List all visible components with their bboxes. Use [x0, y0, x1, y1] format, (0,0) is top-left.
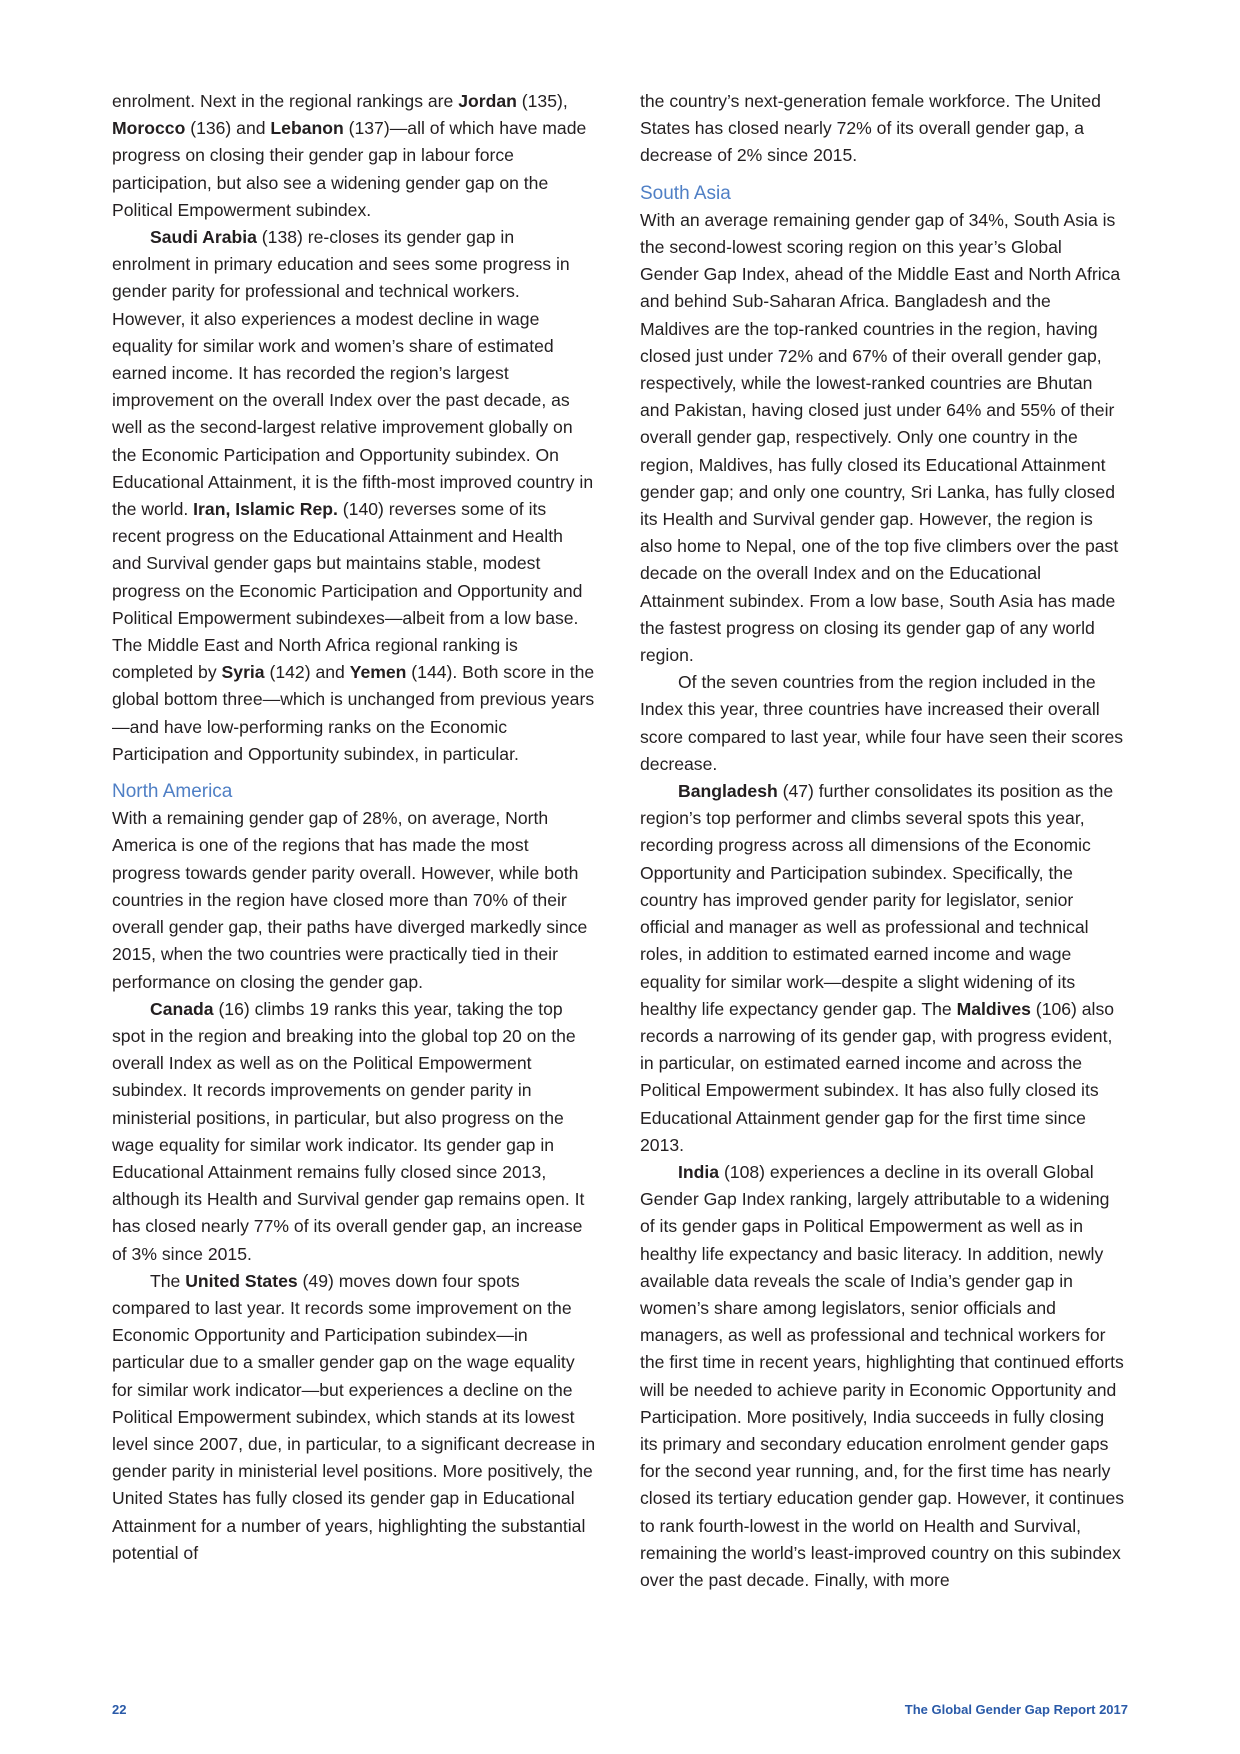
- page-number: 22: [112, 1702, 127, 1717]
- paragraph-south-asia-countries: Of the seven countries from the region included in the Index this year, three countries have increased their overall score compared to last year, while four have seen their scores decrease.: [640, 672, 1124, 774]
- left-column: [112, 88, 597, 1567]
- paragraph-mena-continued: enrolment. Next in the regional rankings are Jordan (135), Morocco (136) and Lebanon (137)—all of which have made progress on closing their gender gap in labour force participation, but also see a widening gender gap on the Political Empowerment subindex.: [112, 91, 587, 220]
- report-title: The Global Gender Gap Report 2017: [904, 1702, 1128, 1717]
- section-heading-south-asia: South Asia: [640, 182, 731, 204]
- paragraph-saudi-arabia: Saudi Arabia (138) re-closes its gender gap in enrolment in primary education and sees some progress in gender parity for professional and technical workers. However, it also experiences a modest decline in wage equality for similar work and women’s share of estimated earned income. It has recorded the region’s largest improvement on the overall Index over the past decade, as well as the second-largest relative improvement globally on the Economic Participation and Opportunity subindex. On Educational Attainment, it is the fifth-most improved country in the world. Iran, Islamic Rep. (140) reverses some of its recent progress on the Educational Attainment and Health and Survival gender gaps but maintains stable, modest progress on the Economic Participation and Opportunity and Political Empowerment subindexes—albeit from a low base. The Middle East and North Africa regional ranking is completed by Syria (142) and Yemen (144). Both score in the global bottom three—which is unchanged from previous years—and have low-performing ranks on the Economic Participation and Opportunity subindex, in particular.: [112, 227, 595, 764]
- paragraph-bangladesh-maldives: Bangladesh (47) further consolidates its position as the region’s top performer and climbs several spots this year, recording progress across all dimensions of the Economic Opportunity and Participation subindex. Specifically, the country has improved gender parity for legislator, senior official and manager as well as professional and technical roles, in addition to estimated earned income and wage equality for similar work—despite a slight widening of its healthy life expectancy gender gap. The Maldives (106) also records a narrowing of its gender gap, with progress evident, in particular, on estimated earned income and across the Political Empowerment subindex. It has also fully closed its Educational Attainment gender gap for the first time since 2013.: [640, 781, 1115, 1155]
- paragraph-canada: Canada (16) climbs 19 ranks this year, taking the top spot in the region and breaking into the global top 20 on the overall Index as well as on the Political Empowerment subindex. It records improvements on gender parity in ministerial positions, in particular, but also progress on the wage equality for similar work indicator. Its gender gap in Educational Attainment remains fully closed since 2013, although its Health and Survival gender gap remains open. It has closed nearly 77% of its overall gender gap, an increase of 3% since 2015.: [112, 998, 585, 1264]
- paragraph-india: India (108) experiences a decline in its overall Global Gender Gap Index ranking, largely attributable to a widening of its gender gaps in Political Empowerment as well as in healthy life expectancy and basic literacy. In addition, newly available data reveals the scale of India’s gender gap in women’s share among legislators, senior officials and managers, as well as professional and technical workers for the first time in recent years, highlighting that continued efforts will be needed to achieve parity in Economic Opportunity and Participation. More positively, India succeeds in fully closing its primary and secondary education enrolment gender gaps for the second year running, and, for the first time has nearly closed its tertiary education gender gap. However, it continues to rank fourth-lowest in the world on Health and Survival, remaining the world’s least-improved country on this subindex over the past decade. Finally, with more: [640, 1161, 1125, 1590]
- paragraph-united-states-continued: the country’s next-generation female workforce. The United States has closed nearly 72% of its overall gender gap, a decrease of 2% since 2015.: [640, 91, 1101, 166]
- section-heading-north-america: North America: [112, 781, 233, 803]
- paragraph-united-states: The United States (49) moves down four spots compared to last year. It records some improvement on the Economic Opportunity and Participation subindex—in particular due to a smaller gender gap on the wage equality for similar work indicator—but experiences a decline on the Political Empowerment subindex, which stands at its lowest level since 2007, due, in particular, to a significant decrease in gender parity in ministerial level positions. More positively, the United States has fully closed its gender gap in Educational Attainment for a number of years, highlighting the substantial potential of: [112, 1270, 596, 1563]
- paragraph-south-asia-intro: With an average remaining gender gap of 34%, South Asia is the second-lowest scoring region on this year’s Global Gender Gap Index, ahead of the Middle East and North Africa and behind Sub-Saharan Africa. Bangladesh and the Maldives are the top-ranked countries in the region, having closed just under 72% and 67% of their overall gender gap, respectively, while the lowest-ranked countries are Bhutan and Pakistan, having closed just under 64% and 55% of their overall gender gap, respectively. Only one country in the region, Maldives, has fully closed its Educational Attainment gender gap; and only one country, Sri Lanka, has fully closed its Health and Survival gender gap. However, the region is also home to Nepal, one of the top five climbers over the past decade on the overall Index and on the Educational Attainment subindex. From a low base, South Asia has made the fastest progress on closing its gender gap of any world region.: [640, 209, 1121, 666]
- paragraph-north-america-intro: With a remaining gender gap of 28%, on average, North America is one of the regions that has made the most progress towards gender parity overall. However, while both countries in the region have closed more than 70% of their overall gender gap, their paths have diverged markedly since 2015, when the two countries were practically tied in their performance on closing the gender gap.: [112, 808, 588, 992]
- right-column: [640, 88, 1125, 1594]
